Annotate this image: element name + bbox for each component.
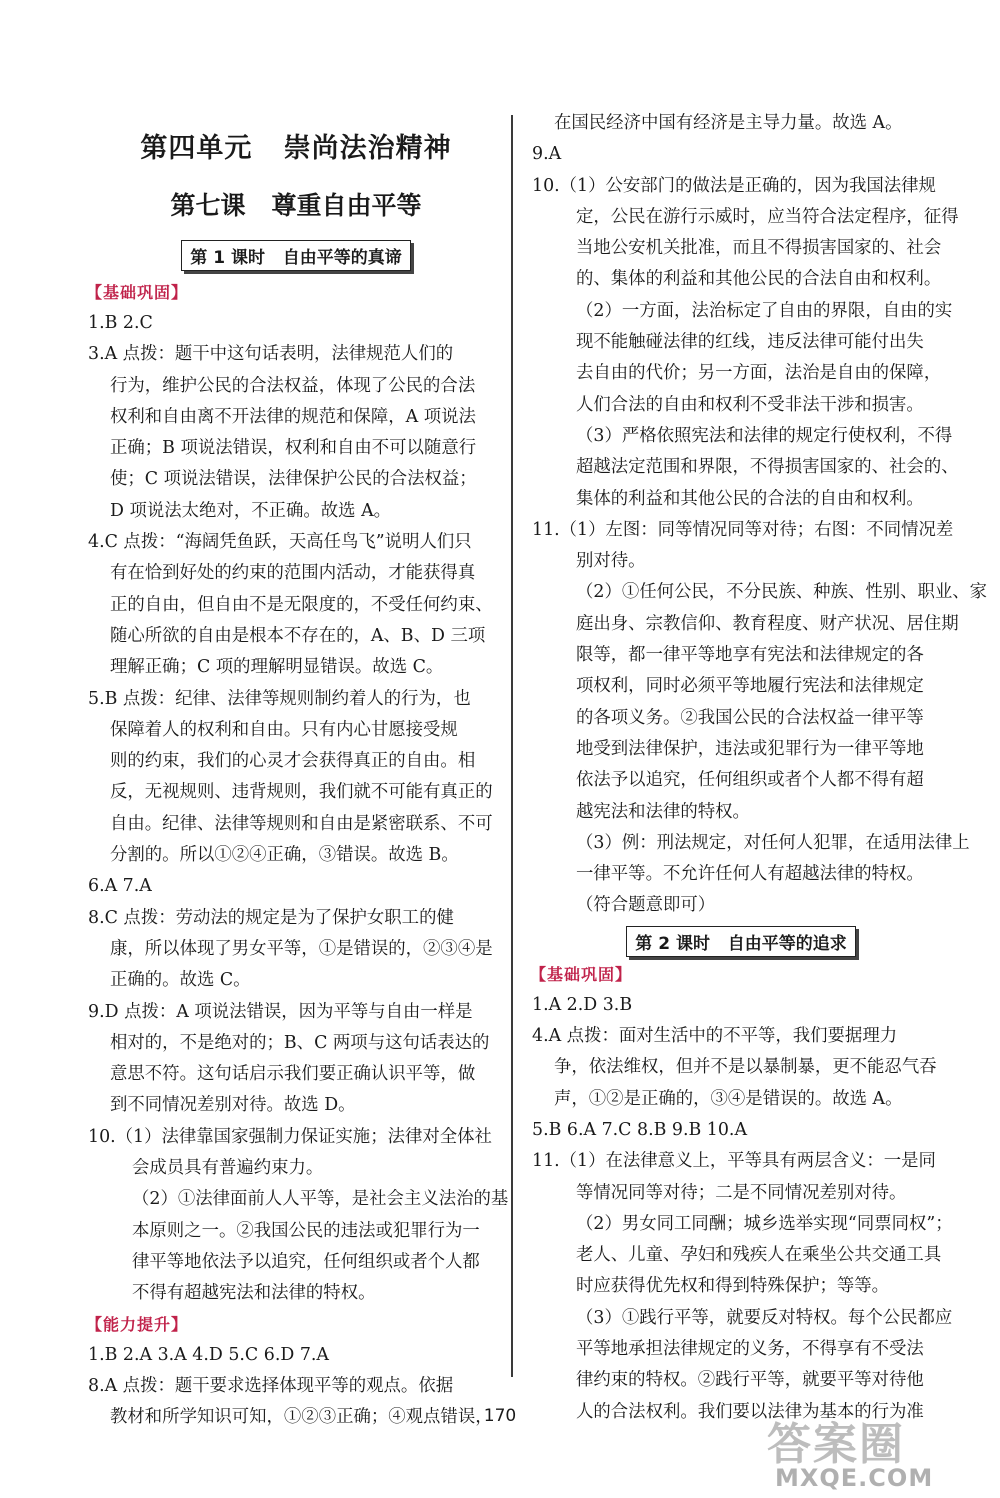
- answer-line: 的各项义务。②我国公民的合法权益一律平等: [576, 707, 924, 728]
- answer-line: 在国民经济中国有经济是主导力量。故选 A。: [554, 113, 903, 133]
- answer-line: 行为，维护公民的合法权益，体现了公民的合法: [110, 375, 476, 396]
- answer-line: 老人、儿童、孕妇和残疾人在乘坐公共交通工具: [576, 1245, 942, 1266]
- answer-line: 去自由的代价；另一方面，法治是自由的保障，: [576, 363, 942, 384]
- answer-line: 4.A 点拨：面对生活中的不平等，我们要据理力: [532, 1026, 898, 1047]
- answer-line: 10.（1）法律靠国家强制力保证实施；法律对全体社: [88, 1126, 492, 1147]
- answer-line: 本原则之一。②我国公民的违法或犯罪行为一: [132, 1220, 480, 1241]
- answer-line: 3.A 点拨：题干中这句话表明，法律规范人们的: [88, 344, 454, 365]
- answer-line: （符合题意即可）: [576, 895, 716, 916]
- answer-line: 11.（1）左图：同等情况同等对待；右图：不同情况差: [532, 519, 954, 540]
- answer-line: 1.B 2.A 3.A 4.D 5.C 6.D 7.A: [88, 1344, 329, 1365]
- answer-line: 康，所以体现了男女平等，①是错误的，②③④是: [110, 938, 493, 959]
- answer-line: 越宪法和法律的特权。: [576, 801, 750, 822]
- answer-line: 别对待。: [576, 551, 646, 572]
- answer-line: 反，无视规则、违背规则，我们就不可能有真正的: [110, 782, 493, 803]
- answer-line: 有在恰到好处的约束的范围内活动，才能获得真: [110, 563, 476, 584]
- right-answers: [532, 108, 988, 922]
- answer-line: 6.A 7.A: [88, 876, 152, 897]
- answer-line: 时应获得优先权和得到特殊保护；等等。: [576, 1276, 890, 1297]
- answer-line: 限等，都一律平等地享有宪法和法律规定的各: [576, 645, 924, 666]
- answer-line: 5.B 6.A 7.C 8.B 9.B 10.A: [532, 1119, 748, 1140]
- answer-line: 当地公安机关批准，而且不得损害国家的、社会: [576, 238, 942, 259]
- answer-line: 一律平等。不允许任何人有超越法律的特权。: [576, 864, 924, 885]
- answer-line: 的、集体的利益和其他公民的合法自由和权利。: [576, 269, 942, 290]
- answer-line: 到不同情况差别对待。故选 D。: [110, 1095, 356, 1116]
- section-tag-ability: 【能力提升】: [86, 1314, 189, 1334]
- answer-line: 庭出身、宗教信仰、教育程度、财产状况、居住期: [576, 613, 959, 634]
- answer-line: 人的合法权利。我们要以法律为基本的行为准: [576, 1401, 924, 1422]
- watermark-main-text: 答案圈: [767, 1419, 905, 1470]
- answer-line: 9.A: [532, 144, 562, 165]
- right-column: [530, 108, 988, 1428]
- answer-line: 使；C 项说法错误，法律保护公民的合法权益；: [110, 469, 477, 490]
- answer-line: 9.D 点拨：A 项说法错误，因为平等与自由一样是: [88, 1001, 473, 1022]
- answer-line: 随心所欲的自由是根本不存在的，A、B、D 三项: [110, 625, 486, 646]
- answer-line: 意思不符。这句话启示我们要正确认识平等，做: [110, 1064, 476, 1085]
- answer-line: 1.A 2.D 3.B: [532, 994, 633, 1015]
- answer-line: 10.（1）公安部门的做法是正确的，因为我国法律规: [532, 175, 936, 196]
- answer-line: （2）①任何公民，不分民族、种族、性别、职业、家: [576, 582, 988, 603]
- answer-line: （2）①法律面前人人平等，是社会主义法治的基: [132, 1189, 509, 1210]
- answer-line: 理解正确；C 项的理解明显错误。故选 C。: [110, 657, 444, 678]
- answer-line: 地受到法律保护，违法或犯罪行为一律平等地: [576, 738, 924, 759]
- answer-line: 1.B 2.C: [88, 313, 153, 333]
- answer-line: 超越法定范围和界限，不得损害国家的、社会的、: [576, 457, 959, 478]
- answer-line: 权利和自由离不开法律的规范和保障，A 项说法: [110, 406, 476, 427]
- answer-line: 声，①②是正确的，③④是错误的。故选 A。: [554, 1088, 903, 1109]
- answer-line: 保障着人的权利和自由。只有内心甘愿接受规: [110, 719, 458, 740]
- answer-line: 定，公民在游行示威时，应当符合法定程序，征得: [576, 206, 959, 227]
- right-answers-basic: [532, 990, 953, 1428]
- answer-line: 4.C 点拨：“海阔凭鱼跃，天高任鸟飞”说明人们只: [88, 532, 472, 553]
- answer-line: （3）严格依照宪法和法律的规定行使权利，不得: [576, 425, 953, 446]
- section-tag-basic: 【基础巩固】: [86, 283, 189, 302]
- answer-line: （2）一方面，法治标定了自由的界限，自由的实: [576, 300, 953, 321]
- column-divider: [511, 115, 513, 1377]
- page-number: 170: [483, 1406, 517, 1426]
- period-2-title: 第 2 课时 自由平等的追求: [626, 926, 855, 957]
- answer-line: 等情况同等对待；二是不同情况差别对待。: [576, 1182, 907, 1203]
- answer-line: （2）男女同工同酬；城乡选举实现“同票同权”；: [576, 1213, 953, 1234]
- watermark-site-text: MXQE.COM: [775, 1464, 934, 1492]
- answer-line: 相对的，不是绝对的；B、C 两项与这句话表达的: [110, 1032, 490, 1053]
- answer-line: 分割的。所以①②④正确，③错误。故选 B。: [110, 845, 459, 866]
- answer-line: D 项说法太绝对，不正确。故选 A。: [110, 500, 392, 521]
- lesson-title: 第七课 尊重自由平等: [170, 191, 422, 220]
- period-1-title: 第 1 课时 自由平等的真谛: [181, 240, 410, 271]
- answer-line: 教材和所学知识可知，①②③正确；④观点错误，: [110, 1407, 493, 1428]
- answer-line: 争，依法维权，但并不是以暴制暴，更不能忍气吞: [554, 1057, 937, 1078]
- watermark-logo: [755, 1408, 995, 1494]
- answer-line: 律平等地依法予以追究，任何组织或者个人都: [132, 1251, 480, 1272]
- answer-line: 依法予以追究，任何组织或者个人都不得有超: [576, 770, 924, 791]
- answer-line: 集体的利益和其他公民的合法的自由和权利。: [576, 488, 924, 509]
- answer-line: （3）例：刑法规定，对任何人犯罪，在适用法律上: [576, 832, 970, 853]
- answer-line: 11.（1）在法律意义上，平等具有两层含义：一是同: [532, 1151, 936, 1172]
- answer-line: 则的约束，我们的心灵才会获得真正的自由。相: [110, 751, 476, 772]
- unit-title: 第四单元 崇尚法治精神: [140, 133, 452, 164]
- answer-line: 8.C 点拨：劳动法的规定是为了保护女职工的健: [88, 907, 454, 928]
- answer-line: 现不能触碰法律的红线，违反法律可能付出失: [576, 332, 924, 353]
- answer-line: 自由。纪律、法律等规则和自由是紧密联系、不可: [110, 813, 493, 834]
- section-tag-basic-2: 【基础巩固】: [530, 964, 633, 984]
- answer-line: 正确的。故选 C。: [110, 970, 251, 991]
- answer-line: 平等地承担法律规定的义务，不得享有不受法: [576, 1338, 924, 1359]
- answer-line: 项权利，同时必须平等地履行宪法和法律规定: [576, 676, 924, 697]
- answer-line: 8.A 点拨：题干要求选择体现平等的观点。依据: [88, 1375, 454, 1396]
- answer-line: 正的自由，但自由不是无限度的，不受任何约束、: [110, 594, 493, 615]
- answer-line: 人们合法的自由和权利不受非法干涉和损害。: [576, 394, 924, 415]
- answer-line: 正确；B 项说法错误，权利和自由不可以随意行: [110, 438, 477, 459]
- answer-line: 律约束的特权。②践行平等，就要平等对待他: [576, 1370, 924, 1391]
- left-answers: [88, 308, 509, 1310]
- answer-line: 5.B 点拨：纪律、法律等规则制约着人的行为，也: [88, 688, 471, 709]
- answer-line: （3）①践行平等，就要反对特权。每个公民都应: [576, 1307, 953, 1328]
- answer-line: 会成员具有普遍约束力。: [132, 1158, 324, 1179]
- answer-line: 不得有超越宪法和法律的特权。: [132, 1283, 376, 1304]
- left-column: [86, 108, 509, 1433]
